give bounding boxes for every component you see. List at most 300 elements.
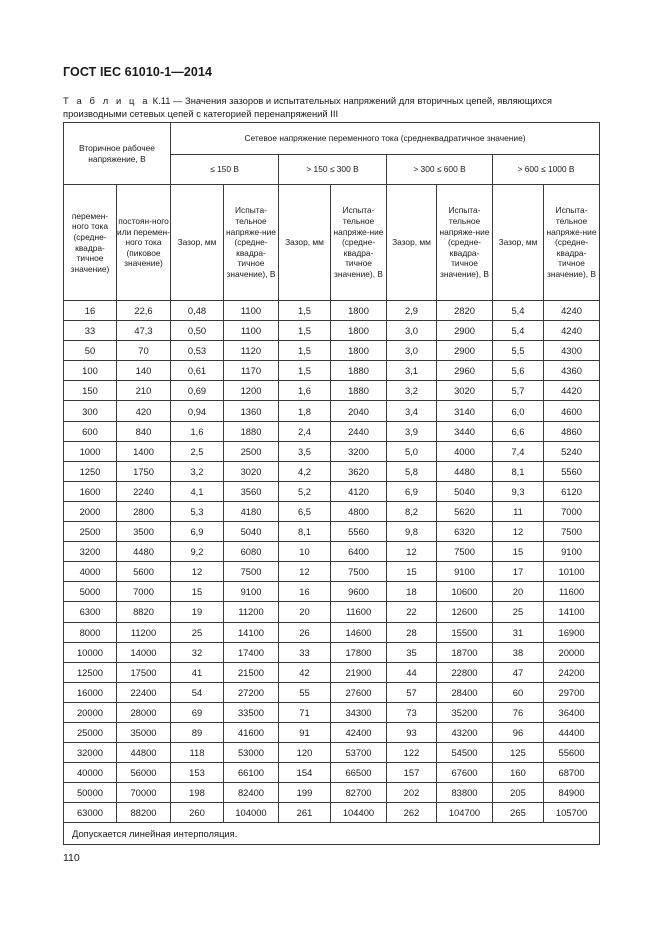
table-cell: 27200 xyxy=(224,682,279,702)
table-cell: 60 xyxy=(493,682,544,702)
table-cell: 10 xyxy=(279,542,331,562)
table-cell: 3200 xyxy=(331,441,387,461)
table-cell: 4300 xyxy=(544,341,600,361)
table-cell: 5,7 xyxy=(493,381,544,401)
table-cell: 2800 xyxy=(117,501,171,521)
table-cell: 54500 xyxy=(437,743,493,763)
table-cell: 22,6 xyxy=(117,301,171,321)
table-cell: 12 xyxy=(171,562,224,582)
table-cell: 2440 xyxy=(331,421,387,441)
table-cell: 88200 xyxy=(117,803,171,823)
table-cell: 104700 xyxy=(437,803,493,823)
table-cell: 5560 xyxy=(544,461,600,481)
table-cell: 104000 xyxy=(224,803,279,823)
header-range-3: > 300 ≤ 600 В xyxy=(387,155,493,185)
table-row xyxy=(64,401,600,421)
table-cell: 56000 xyxy=(117,763,171,783)
table-cell: 9100 xyxy=(544,542,600,562)
table-cell: 70000 xyxy=(117,783,171,803)
table-cell: 202 xyxy=(387,783,437,803)
table-cell: 68700 xyxy=(544,763,600,783)
table-cell: 1880 xyxy=(331,361,387,381)
table-cell: 55600 xyxy=(544,743,600,763)
table-cell: 84900 xyxy=(544,783,600,803)
table-cell: 15 xyxy=(387,562,437,582)
table-cell: 27600 xyxy=(331,682,387,702)
table-cell: 33 xyxy=(64,321,117,341)
table-cell: 7500 xyxy=(331,562,387,582)
table-cell: 0,94 xyxy=(171,401,224,421)
table-cell: 28 xyxy=(387,622,437,642)
table-cell: 70 xyxy=(117,341,171,361)
table-cell: 0,61 xyxy=(171,361,224,381)
table-cell: 1,5 xyxy=(279,321,331,341)
table-cell: 5240 xyxy=(544,441,600,461)
table-cell: 3,2 xyxy=(171,461,224,481)
table-cell: 15 xyxy=(171,582,224,602)
table-cell: 69 xyxy=(171,702,224,722)
table-cell: 14100 xyxy=(544,602,600,622)
table-cell: 2900 xyxy=(437,321,493,341)
table-cell: 5620 xyxy=(437,501,493,521)
table-cell: 16 xyxy=(64,301,117,321)
table-cell: 6080 xyxy=(224,542,279,562)
table-cell: 3,0 xyxy=(387,341,437,361)
table-cell: 1,8 xyxy=(279,401,331,421)
table-cell: 154 xyxy=(279,763,331,783)
table-cell: 67600 xyxy=(437,763,493,783)
table-cell: 9100 xyxy=(224,582,279,602)
table-cell: 1200 xyxy=(224,381,279,401)
table-cell: 34300 xyxy=(331,702,387,722)
header-test-voltage: Испыта-тельное напряже-ние (средне-квадра-тичное значение), В xyxy=(544,185,600,301)
table-cell: 265 xyxy=(493,803,544,823)
table-cell: 5600 xyxy=(117,562,171,582)
table-cell: 6120 xyxy=(544,481,600,501)
table-cell: 4480 xyxy=(117,542,171,562)
table-cell: 25 xyxy=(493,602,544,622)
table-cell: 15500 xyxy=(437,622,493,642)
table-cell: 82400 xyxy=(224,783,279,803)
table-cell: 7500 xyxy=(437,542,493,562)
table-cell: 11 xyxy=(493,501,544,521)
table-cell: 6,9 xyxy=(171,522,224,542)
table-cell: 22400 xyxy=(117,682,171,702)
table-row xyxy=(64,722,600,742)
table-cell: 91 xyxy=(279,722,331,742)
table-cell: 7500 xyxy=(224,562,279,582)
table-cell: 7,4 xyxy=(493,441,544,461)
table-row xyxy=(64,301,600,321)
table-cell: 3,4 xyxy=(387,401,437,421)
table-cell: 1360 xyxy=(224,401,279,421)
table-cell: 2240 xyxy=(117,481,171,501)
header-range-1: ≤ 150 В xyxy=(171,155,279,185)
table-cell: 11200 xyxy=(224,602,279,622)
table-cell: 199 xyxy=(279,783,331,803)
table-cell: 9600 xyxy=(331,582,387,602)
table-cell: 31 xyxy=(493,622,544,642)
table-row xyxy=(64,783,600,803)
table-cell: 17500 xyxy=(117,662,171,682)
table-cell: 10100 xyxy=(544,562,600,582)
table-cell: 42 xyxy=(279,662,331,682)
table-row xyxy=(64,441,600,461)
table-cell: 100 xyxy=(64,361,117,381)
table-cell: 6300 xyxy=(64,602,117,622)
table-cell: 9,2 xyxy=(171,542,224,562)
table-cell: 15 xyxy=(493,542,544,562)
table-cell: 5040 xyxy=(224,522,279,542)
table-cell: 5560 xyxy=(331,522,387,542)
table-cell: 12500 xyxy=(64,662,117,682)
table-cell: 16900 xyxy=(544,622,600,642)
table-cell: 96 xyxy=(493,722,544,742)
table-cell: 3200 xyxy=(64,542,117,562)
table-cell: 2,9 xyxy=(387,301,437,321)
table-cell: 20 xyxy=(493,582,544,602)
table-cell: 73 xyxy=(387,702,437,722)
table-cell: 17800 xyxy=(331,642,387,662)
table-cell: 0,50 xyxy=(171,321,224,341)
table-cell: 1800 xyxy=(331,321,387,341)
table-cell: 71 xyxy=(279,702,331,722)
header-test-voltage: Испыта-тельное напряже-ние (средне-квадра-тичное значение), В xyxy=(437,185,493,301)
table-cell: 260 xyxy=(171,803,224,823)
header-working-voltage: Вторичное рабочее напряжение, В xyxy=(64,123,171,185)
table-cell: 1000 xyxy=(64,441,117,461)
table-cell: 42400 xyxy=(331,722,387,742)
table-cell: 47 xyxy=(493,662,544,682)
table-cell: 5,6 xyxy=(493,361,544,381)
table-cell: 4240 xyxy=(544,321,600,341)
table-cell: 2000 xyxy=(64,501,117,521)
table-row xyxy=(64,743,600,763)
table-row xyxy=(64,542,600,562)
table-cell: 14600 xyxy=(331,622,387,642)
table-cell: 83800 xyxy=(437,783,493,803)
table-cell: 4360 xyxy=(544,361,600,381)
table-row xyxy=(64,361,600,381)
table-cell: 2,5 xyxy=(171,441,224,461)
table-row xyxy=(64,381,600,401)
table-cell: 12600 xyxy=(437,602,493,622)
table-cell: 4000 xyxy=(64,562,117,582)
table-cell: 2820 xyxy=(437,301,493,321)
table-cell: 1,5 xyxy=(279,361,331,381)
table-cell: 4800 xyxy=(331,501,387,521)
table-row xyxy=(64,602,600,622)
table-cell: 12 xyxy=(279,562,331,582)
table-cell: 25 xyxy=(171,622,224,642)
table-cell: 0,53 xyxy=(171,341,224,361)
table-cell: 38 xyxy=(493,642,544,662)
table-cell: 4,1 xyxy=(171,481,224,501)
table-cell: 76 xyxy=(493,702,544,722)
table-row xyxy=(64,481,600,501)
table-cell: 89 xyxy=(171,722,224,742)
table-cell: 5040 xyxy=(437,481,493,501)
table-row xyxy=(64,461,600,481)
table-cell: 7000 xyxy=(544,501,600,521)
table-cell: 35000 xyxy=(117,722,171,742)
table-cell: 1400 xyxy=(117,441,171,461)
table-cell: 32000 xyxy=(64,743,117,763)
table-cell: 54 xyxy=(171,682,224,702)
table-cell: 5,8 xyxy=(387,461,437,481)
document-title: ГОСТ IEC 61010-1—2014 xyxy=(63,65,213,79)
table-cell: 20 xyxy=(279,602,331,622)
table-cell: 600 xyxy=(64,421,117,441)
table-cell: 9,8 xyxy=(387,522,437,542)
table-cell: 10600 xyxy=(437,582,493,602)
caption-label: Т а б л и ц а xyxy=(63,95,151,106)
table-cell: 25000 xyxy=(64,722,117,742)
table-cell: 33 xyxy=(279,642,331,662)
table-cell: 1800 xyxy=(331,341,387,361)
table-cell: 57 xyxy=(387,682,437,702)
table-cell: 16 xyxy=(279,582,331,602)
caption-text: — Значения зазоров и испытательных напряжений для вторичных цепей, являющихся производными сетевых цепей с категорией перенапряжений III xyxy=(63,95,552,119)
table-cell: 21500 xyxy=(224,662,279,682)
table-cell: 1170 xyxy=(224,361,279,381)
table-cell: 1,6 xyxy=(171,421,224,441)
table-row xyxy=(64,803,600,823)
table-cell: 11200 xyxy=(117,622,171,642)
table-cell: 43200 xyxy=(437,722,493,742)
table-cell: 5,4 xyxy=(493,301,544,321)
table-cell: 104400 xyxy=(331,803,387,823)
table-cell: 3,2 xyxy=(387,381,437,401)
table-cell: 5,2 xyxy=(279,481,331,501)
table-cell: 8,2 xyxy=(387,501,437,521)
table-cell: 150 xyxy=(64,381,117,401)
table-cell: 1120 xyxy=(224,341,279,361)
table-cell: 2500 xyxy=(224,441,279,461)
table-cell: 44400 xyxy=(544,722,600,742)
header-dc: постоян-ного или перемен-ного тока (пиковое значение) xyxy=(117,185,171,301)
table-cell: 47,3 xyxy=(117,321,171,341)
table-cell: 35 xyxy=(387,642,437,662)
table-cell: 6,5 xyxy=(279,501,331,521)
table-row xyxy=(64,702,600,722)
table-note: Допускается линейная интерполяция. xyxy=(64,823,600,845)
table-cell: 1100 xyxy=(224,321,279,341)
table-cell: 5,5 xyxy=(493,341,544,361)
table-cell: 3,9 xyxy=(387,421,437,441)
table-cell: 6,9 xyxy=(387,481,437,501)
table-cell: 4120 xyxy=(331,481,387,501)
table-cell: 44 xyxy=(387,662,437,682)
table-cell: 6,6 xyxy=(493,421,544,441)
header-test-voltage: Испыта-тельное напряже-ние (средне-квадра-тичное значение), В xyxy=(224,185,279,301)
table-cell: 5,4 xyxy=(493,321,544,341)
table-cell: 28000 xyxy=(117,702,171,722)
table-cell: 9100 xyxy=(437,562,493,582)
table-cell: 4000 xyxy=(437,441,493,461)
table-cell: 29700 xyxy=(544,682,600,702)
table-row xyxy=(64,562,600,582)
table-cell: 3440 xyxy=(437,421,493,441)
table-cell: 160 xyxy=(493,763,544,783)
table-cell: 63000 xyxy=(64,803,117,823)
caption-number: К.11 xyxy=(152,95,171,106)
table-cell: 1100 xyxy=(224,301,279,321)
table-cell: 3500 xyxy=(117,522,171,542)
table-row xyxy=(64,582,600,602)
table-cell: 66100 xyxy=(224,763,279,783)
table-cell: 11600 xyxy=(544,582,600,602)
table-cell: 5000 xyxy=(64,582,117,602)
table-row xyxy=(64,622,600,642)
table-cell: 5,0 xyxy=(387,441,437,461)
table-cell: 93 xyxy=(387,722,437,742)
table-cell: 44800 xyxy=(117,743,171,763)
table-cell: 140 xyxy=(117,361,171,381)
table-cell: 1800 xyxy=(331,301,387,321)
table-cell: 21900 xyxy=(331,662,387,682)
table-cell: 4420 xyxy=(544,381,600,401)
table-cell: 3,1 xyxy=(387,361,437,381)
table-cell: 22800 xyxy=(437,662,493,682)
table-cell: 153 xyxy=(171,763,224,783)
table-cell: 420 xyxy=(117,401,171,421)
table-cell: 4240 xyxy=(544,301,600,321)
table-cell: 20000 xyxy=(544,642,600,662)
table-cell: 55 xyxy=(279,682,331,702)
table-row xyxy=(64,763,600,783)
table-cell: 840 xyxy=(117,421,171,441)
table-cell: 5,3 xyxy=(171,501,224,521)
table-cell: 262 xyxy=(387,803,437,823)
table-cell: 3140 xyxy=(437,401,493,421)
table-cell: 53700 xyxy=(331,743,387,763)
table-cell: 1600 xyxy=(64,481,117,501)
table-cell: 24200 xyxy=(544,662,600,682)
table-cell: 1,5 xyxy=(279,341,331,361)
table-cell: 16000 xyxy=(64,682,117,702)
table-cell: 4600 xyxy=(544,401,600,421)
table-cell: 19 xyxy=(171,602,224,622)
page-number: 110 xyxy=(63,852,80,864)
table-cell: 1750 xyxy=(117,461,171,481)
table-cell: 3020 xyxy=(437,381,493,401)
table-cell: 18700 xyxy=(437,642,493,662)
table-cell: 32 xyxy=(171,642,224,662)
table-cell: 35200 xyxy=(437,702,493,722)
table-row xyxy=(64,662,600,682)
table-cell: 17 xyxy=(493,562,544,582)
table-row xyxy=(64,341,600,361)
table-cell: 157 xyxy=(387,763,437,783)
table-cell: 26 xyxy=(279,622,331,642)
header-range-4: > 600 ≤ 1000 В xyxy=(493,155,600,185)
table-row xyxy=(64,501,600,521)
table-cell: 6400 xyxy=(331,542,387,562)
table-cell: 12 xyxy=(387,542,437,562)
table-cell: 3,0 xyxy=(387,321,437,341)
table-cell: 28400 xyxy=(437,682,493,702)
header-clearance: Зазор, мм xyxy=(279,185,331,301)
table-cell: 53000 xyxy=(224,743,279,763)
table-row xyxy=(64,642,600,662)
table-cell: 4860 xyxy=(544,421,600,441)
table-cell: 20000 xyxy=(64,702,117,722)
table-row xyxy=(64,522,600,542)
table-cell: 2900 xyxy=(437,341,493,361)
table-cell: 4,2 xyxy=(279,461,331,481)
table-cell: 198 xyxy=(171,783,224,803)
table-cell: 40000 xyxy=(64,763,117,783)
voltage-clearance-table xyxy=(63,122,600,845)
table-row xyxy=(64,421,600,441)
table-cell: 3,5 xyxy=(279,441,331,461)
table-cell: 14100 xyxy=(224,622,279,642)
table-cell: 3560 xyxy=(224,481,279,501)
header-clearance: Зазор, мм xyxy=(493,185,544,301)
header-test-voltage: Испыта-тельное напряже-ние (средне-квадра-тичное значение), В xyxy=(331,185,387,301)
table-cell: 3020 xyxy=(224,461,279,481)
table-cell: 1,5 xyxy=(279,301,331,321)
table-cell: 8000 xyxy=(64,622,117,642)
table-cell: 14000 xyxy=(117,642,171,662)
table-cell: 1,6 xyxy=(279,381,331,401)
table-cell: 4480 xyxy=(437,461,493,481)
table-cell: 8,1 xyxy=(279,522,331,542)
table-cell: 261 xyxy=(279,803,331,823)
table-row xyxy=(64,321,600,341)
table-cell: 1250 xyxy=(64,461,117,481)
table-cell: 33500 xyxy=(224,702,279,722)
table-cell: 12 xyxy=(493,522,544,542)
table-cell: 105700 xyxy=(544,803,600,823)
table-cell: 2960 xyxy=(437,361,493,381)
table-caption xyxy=(63,94,599,120)
table-cell: 1880 xyxy=(224,421,279,441)
table-cell: 210 xyxy=(117,381,171,401)
table-cell: 3620 xyxy=(331,461,387,481)
table-cell: 18 xyxy=(387,582,437,602)
header-range-2: > 150 ≤ 300 В xyxy=(279,155,387,185)
table-cell: 66500 xyxy=(331,763,387,783)
table-cell: 50000 xyxy=(64,783,117,803)
table-cell: 8,1 xyxy=(493,461,544,481)
table-cell: 118 xyxy=(171,743,224,763)
table-cell: 2040 xyxy=(331,401,387,421)
table-cell: 41600 xyxy=(224,722,279,742)
table-cell: 125 xyxy=(493,743,544,763)
table-cell: 2,4 xyxy=(279,421,331,441)
table-cell: 205 xyxy=(493,783,544,803)
table-cell: 7000 xyxy=(117,582,171,602)
table-cell: 17400 xyxy=(224,642,279,662)
table-cell: 22 xyxy=(387,602,437,622)
table-cell: 0,69 xyxy=(171,381,224,401)
table-cell: 4180 xyxy=(224,501,279,521)
table-body xyxy=(64,301,600,823)
table-cell: 50 xyxy=(64,341,117,361)
table-cell: 36400 xyxy=(544,702,600,722)
header-clearance: Зазор, мм xyxy=(171,185,224,301)
table-cell: 0,48 xyxy=(171,301,224,321)
table-cell: 6,0 xyxy=(493,401,544,421)
header-clearance: Зазор, мм xyxy=(387,185,437,301)
table-cell: 2500 xyxy=(64,522,117,542)
table-cell: 11600 xyxy=(331,602,387,622)
table-row xyxy=(64,682,600,702)
table-cell: 41 xyxy=(171,662,224,682)
table-cell: 82700 xyxy=(331,783,387,803)
